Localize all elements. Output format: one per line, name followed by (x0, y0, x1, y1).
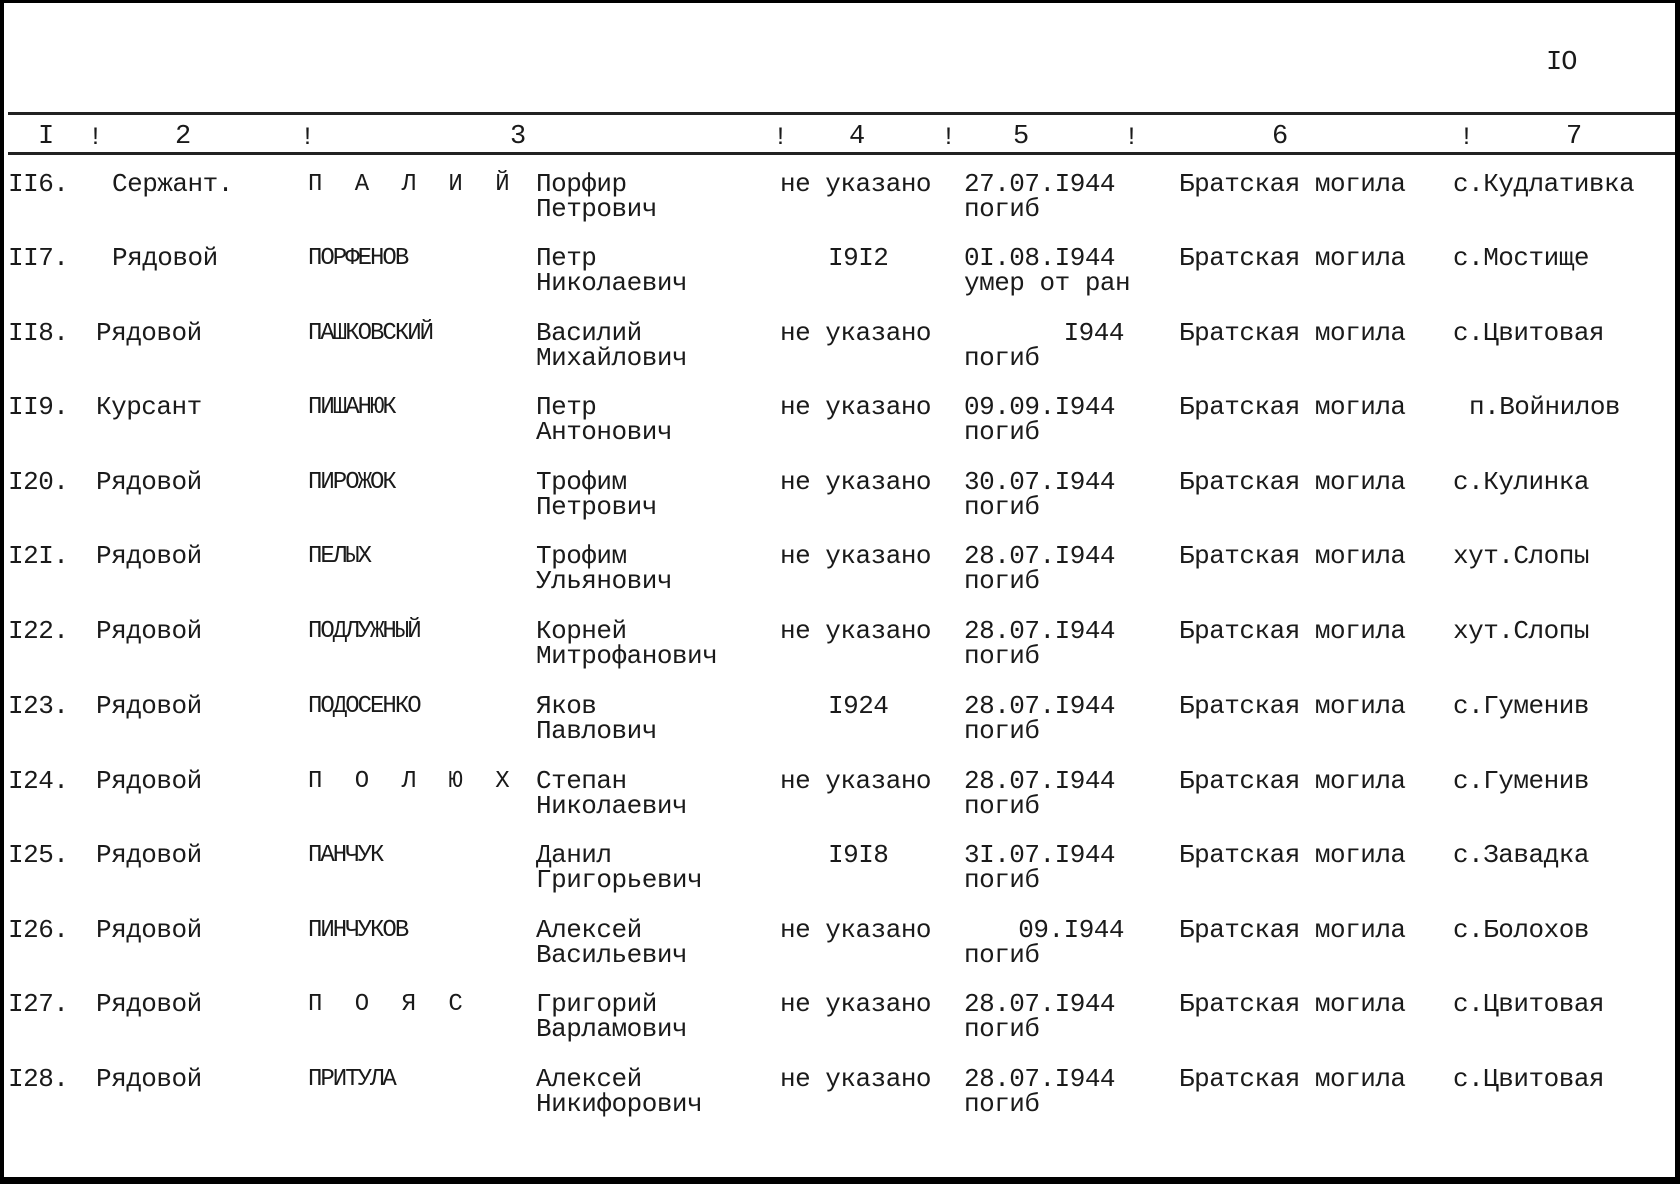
full-name (536, 392, 672, 447)
surname: ПИРОЖОК (308, 469, 395, 496)
table-row (4, 616, 1675, 693)
birth-year: не указано (780, 541, 932, 571)
death-status: погиб (964, 940, 1040, 970)
burial-place: с.Мостище (1453, 243, 1589, 273)
full-name (536, 915, 688, 970)
surname: ПОРФЕНОВ (308, 245, 408, 272)
death-info (964, 169, 1116, 224)
surname: П А Л И Й (308, 171, 519, 198)
death-status: погиб (964, 343, 1040, 373)
first-name: Алексей (536, 915, 642, 945)
death-date: 3I.07.I944 (964, 840, 1116, 870)
rank: Рядовой (96, 766, 202, 796)
death-status: погиб (964, 492, 1040, 522)
table-row (4, 766, 1675, 843)
burial-place: с.Цвитовая (1453, 1064, 1605, 1094)
table-row (4, 1064, 1675, 1141)
death-status: погиб (964, 417, 1040, 447)
burial-type: Братская могила (1179, 1064, 1406, 1094)
birth-year: не указано (780, 392, 932, 422)
record-number: I25. (8, 840, 69, 870)
full-name (536, 318, 688, 373)
first-name: Трофим (536, 467, 627, 497)
record-number: II6. (8, 169, 69, 199)
column-header-4: 4 (849, 122, 866, 152)
table-row (4, 318, 1675, 395)
full-name (536, 467, 657, 522)
death-info (964, 467, 1116, 522)
record-number: I27. (8, 989, 69, 1019)
burial-place: с.Завадка (1453, 840, 1589, 870)
burial-type: Братская могила (1179, 467, 1406, 497)
column-header-5: 5 (1013, 122, 1030, 152)
rank: Рядовой (96, 616, 202, 646)
column-separator: ! (300, 123, 316, 152)
birth-year: не указано (780, 766, 932, 796)
table-row (4, 467, 1675, 544)
death-info (964, 318, 1124, 373)
surname: ПРИТУЛА (308, 1066, 395, 1093)
birth-year: не указано (780, 169, 932, 199)
first-name: Петр (536, 392, 597, 422)
patronymic: Петрович (536, 492, 657, 522)
death-date: 28.07.I944 (964, 691, 1116, 721)
surname: ПИНЧУКОВ (308, 917, 408, 944)
first-name: Степан (536, 766, 627, 796)
record-number: I22. (8, 616, 69, 646)
record-number: II9. (8, 392, 69, 422)
burial-type: Братская могила (1179, 616, 1406, 646)
death-date: 0I.08.I944 (964, 243, 1116, 273)
death-date: I944 (1063, 318, 1124, 348)
patronymic: Васильевич (536, 940, 688, 970)
record-number: I2I. (8, 541, 69, 571)
page-number: IO (1546, 48, 1577, 78)
header-top-rule (8, 112, 1675, 115)
header-bottom-rule (8, 152, 1675, 155)
surname: ПАШКОВСКИЙ (308, 320, 433, 347)
record-number: II8. (8, 318, 69, 348)
table-row (4, 915, 1675, 992)
burial-type: Братская могила (1179, 691, 1406, 721)
burial-place: с.Гуменив (1453, 766, 1589, 796)
column-header-7: 7 (1566, 122, 1583, 152)
full-name (536, 541, 672, 596)
death-date: 28.07.I944 (964, 541, 1116, 571)
burial-type: Братская могила (1179, 840, 1406, 870)
burial-place: с.Цвитовая (1453, 318, 1605, 348)
burial-place: с.Кудлативка (1453, 169, 1635, 199)
surname: ПЕЛЫХ (308, 543, 371, 570)
rank: Рядовой (96, 840, 202, 870)
record-number: I23. (8, 691, 69, 721)
column-separator: ! (88, 123, 104, 152)
first-name: Яков (536, 691, 597, 721)
burial-type: Братская могила (1179, 915, 1406, 945)
burial-place: с.Гуменив (1453, 691, 1589, 721)
record-number: I24. (8, 766, 69, 796)
death-info (964, 840, 1116, 895)
death-info (964, 766, 1116, 821)
patronymic: Петрович (536, 194, 657, 224)
record-number: I20. (8, 467, 69, 497)
first-name: Порфир (536, 169, 627, 199)
column-header-1: I (38, 122, 55, 152)
burial-type: Братская могила (1179, 541, 1406, 571)
rank: Сержант. (112, 169, 233, 199)
table-row (4, 691, 1675, 768)
column-header-2: 2 (175, 122, 192, 152)
document-page (4, 3, 1675, 1177)
burial-place: с.Кулинка (1453, 467, 1589, 497)
first-name: Алексей (536, 1064, 642, 1094)
patronymic: Николаевич (536, 268, 688, 298)
death-status: погиб (964, 716, 1040, 746)
rank: Рядовой (96, 541, 202, 571)
patronymic: Антонович (536, 417, 672, 447)
birth-year: не указано (780, 616, 932, 646)
record-number: II7. (8, 243, 69, 273)
rank: Рядовой (96, 691, 202, 721)
first-name: Григорий (536, 989, 657, 1019)
death-info (964, 691, 1116, 746)
death-status: погиб (964, 1014, 1040, 1044)
death-date: 28.07.I944 (964, 1064, 1116, 1094)
burial-type: Братская могила (1179, 243, 1406, 273)
birth-year: не указано (780, 1064, 932, 1094)
rank: Рядовой (96, 467, 202, 497)
burial-type: Братская могила (1179, 392, 1406, 422)
first-name: Данил (536, 840, 612, 870)
patronymic: Варламович (536, 1014, 688, 1044)
table-row (4, 840, 1675, 917)
first-name: Василий (536, 318, 642, 348)
burial-place: хут.Слопы (1453, 541, 1589, 571)
birth-year: не указано (780, 467, 932, 497)
first-name: Корней (536, 616, 627, 646)
patronymic: Николаевич (536, 791, 688, 821)
patronymic: Митрофанович (536, 641, 718, 671)
burial-type: Братская могила (1179, 989, 1406, 1019)
surname: ПОДОСЕНКО (308, 693, 420, 720)
death-date: 09.09.I944 (964, 392, 1116, 422)
full-name (536, 616, 718, 671)
column-separator: ! (1459, 123, 1475, 152)
column-separator: ! (1124, 123, 1140, 152)
table-row (4, 541, 1675, 618)
death-info (964, 915, 1124, 970)
full-name (536, 1064, 703, 1119)
rank: Рядовой (96, 915, 202, 945)
birth-year: не указано (780, 318, 932, 348)
death-date: 09.I944 (1018, 915, 1124, 945)
surname: ПОДЛУЖНЫЙ (308, 618, 420, 645)
surname: ПИШАНЮК (308, 394, 395, 421)
full-name (536, 691, 657, 746)
death-info (964, 541, 1116, 596)
record-number: I28. (8, 1064, 69, 1094)
burial-type: Братская могила (1179, 318, 1406, 348)
burial-place: хут.Слопы (1453, 616, 1589, 646)
full-name (536, 243, 688, 298)
first-name: Трофим (536, 541, 627, 571)
death-info (964, 392, 1116, 447)
full-name (536, 169, 657, 224)
death-status: умер от ран (964, 268, 1131, 298)
patronymic: Ульянович (536, 566, 672, 596)
death-status: погиб (964, 566, 1040, 596)
burial-place: с.Болохов (1453, 915, 1589, 945)
record-number: I26. (8, 915, 69, 945)
full-name (536, 840, 703, 895)
death-date: 28.07.I944 (964, 766, 1116, 796)
surname: П О Л Ю Х (308, 768, 519, 795)
first-name: Петр (536, 243, 597, 273)
death-date: 27.07.I944 (964, 169, 1116, 199)
burial-place: п.Войнилов (1469, 392, 1621, 422)
burial-type: Братская могила (1179, 169, 1406, 199)
death-date: 28.07.I944 (964, 989, 1116, 1019)
rank: Рядовой (96, 1064, 202, 1094)
death-status: погиб (964, 1089, 1040, 1119)
column-header-6: 6 (1272, 122, 1289, 152)
burial-place: с.Цвитовая (1453, 989, 1605, 1019)
table-row (4, 243, 1675, 320)
death-status: погиб (964, 865, 1040, 895)
birth-year: I924 (828, 691, 889, 721)
patronymic: Павлович (536, 716, 657, 746)
full-name (536, 989, 688, 1044)
birth-year: не указано (780, 989, 932, 1019)
rank: Курсант (96, 392, 202, 422)
death-info (964, 989, 1116, 1044)
death-status: погиб (964, 641, 1040, 671)
column-separator: ! (941, 123, 957, 152)
rank: Рядовой (96, 318, 202, 348)
column-separator: ! (773, 123, 789, 152)
surname: ПАНЧУК (308, 842, 383, 869)
birth-year: I9I2 (828, 243, 889, 273)
rank: Рядовой (96, 989, 202, 1019)
patronymic: Григорьевич (536, 865, 703, 895)
patronymic: Никифорович (536, 1089, 703, 1119)
rank: Рядовой (112, 243, 218, 273)
death-info (964, 243, 1131, 298)
death-info (964, 1064, 1116, 1119)
full-name (536, 766, 688, 821)
column-header-3: 3 (510, 122, 527, 152)
table-row (4, 169, 1675, 246)
table-row (4, 392, 1675, 469)
death-status: погиб (964, 791, 1040, 821)
death-date: 30.07.I944 (964, 467, 1116, 497)
birth-year: не указано (780, 915, 932, 945)
burial-type: Братская могила (1179, 766, 1406, 796)
birth-year: I9I8 (828, 840, 889, 870)
death-status: погиб (964, 194, 1040, 224)
death-info (964, 616, 1116, 671)
patronymic: Михайлович (536, 343, 688, 373)
table-row (4, 989, 1675, 1066)
death-date: 28.07.I944 (964, 616, 1116, 646)
surname: П О Я С (308, 991, 472, 1018)
